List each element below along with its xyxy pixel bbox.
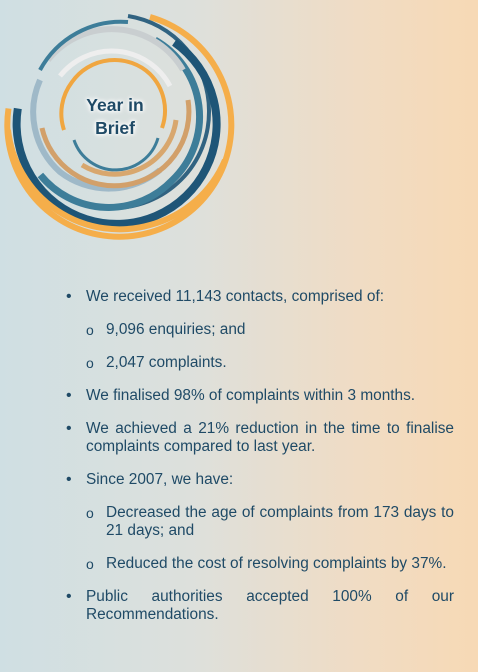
list-item (66, 288, 454, 372)
list-item-text: Public authorities accepted 100% of our Recommendations. (86, 588, 454, 623)
list-item-text: We achieved a 21% reduction in the time to finalise complaints compared to last year. (86, 420, 454, 455)
sub-bullet-icon: o (86, 556, 94, 572)
bullet-icon: • (66, 288, 72, 305)
badge-title-line2: Brief (95, 118, 135, 138)
list-item-text: We received 11,143 contacts, comprised of: (86, 288, 384, 305)
sub-list-item (86, 504, 454, 540)
summary-list (66, 288, 454, 639)
sub-list-item-text: Decreased the age of complaints from 173 days to 21 days; and (106, 504, 454, 539)
list-item (66, 588, 454, 624)
sub-list-item-text: 9,096 enquiries; and (106, 321, 246, 338)
list-item (66, 420, 454, 456)
bullet-icon: • (66, 471, 72, 488)
sub-list-item-text: 2,047 complaints. (106, 354, 227, 371)
sub-list-item-text: Reduced the cost of resolving complaints by 37%. (106, 555, 447, 572)
sub-list-item (86, 354, 454, 372)
badge-title-line1: Year in (86, 95, 144, 115)
list-item (66, 387, 454, 405)
sub-bullet-icon: o (86, 322, 94, 338)
sub-bullet-icon: o (86, 355, 94, 371)
list-item-text: We finalised 98% of complaints within 3 months. (86, 387, 416, 404)
bullet-icon: • (66, 387, 72, 404)
list-item (66, 471, 454, 573)
sub-bullet-icon: o (86, 505, 94, 521)
sub-list-item (86, 321, 454, 339)
badge-title (60, 94, 170, 140)
bullet-icon: • (66, 588, 72, 605)
bullet-icon: • (66, 420, 72, 437)
sub-list-item (86, 555, 454, 573)
list-item-text: Since 2007, we have: (86, 471, 234, 488)
